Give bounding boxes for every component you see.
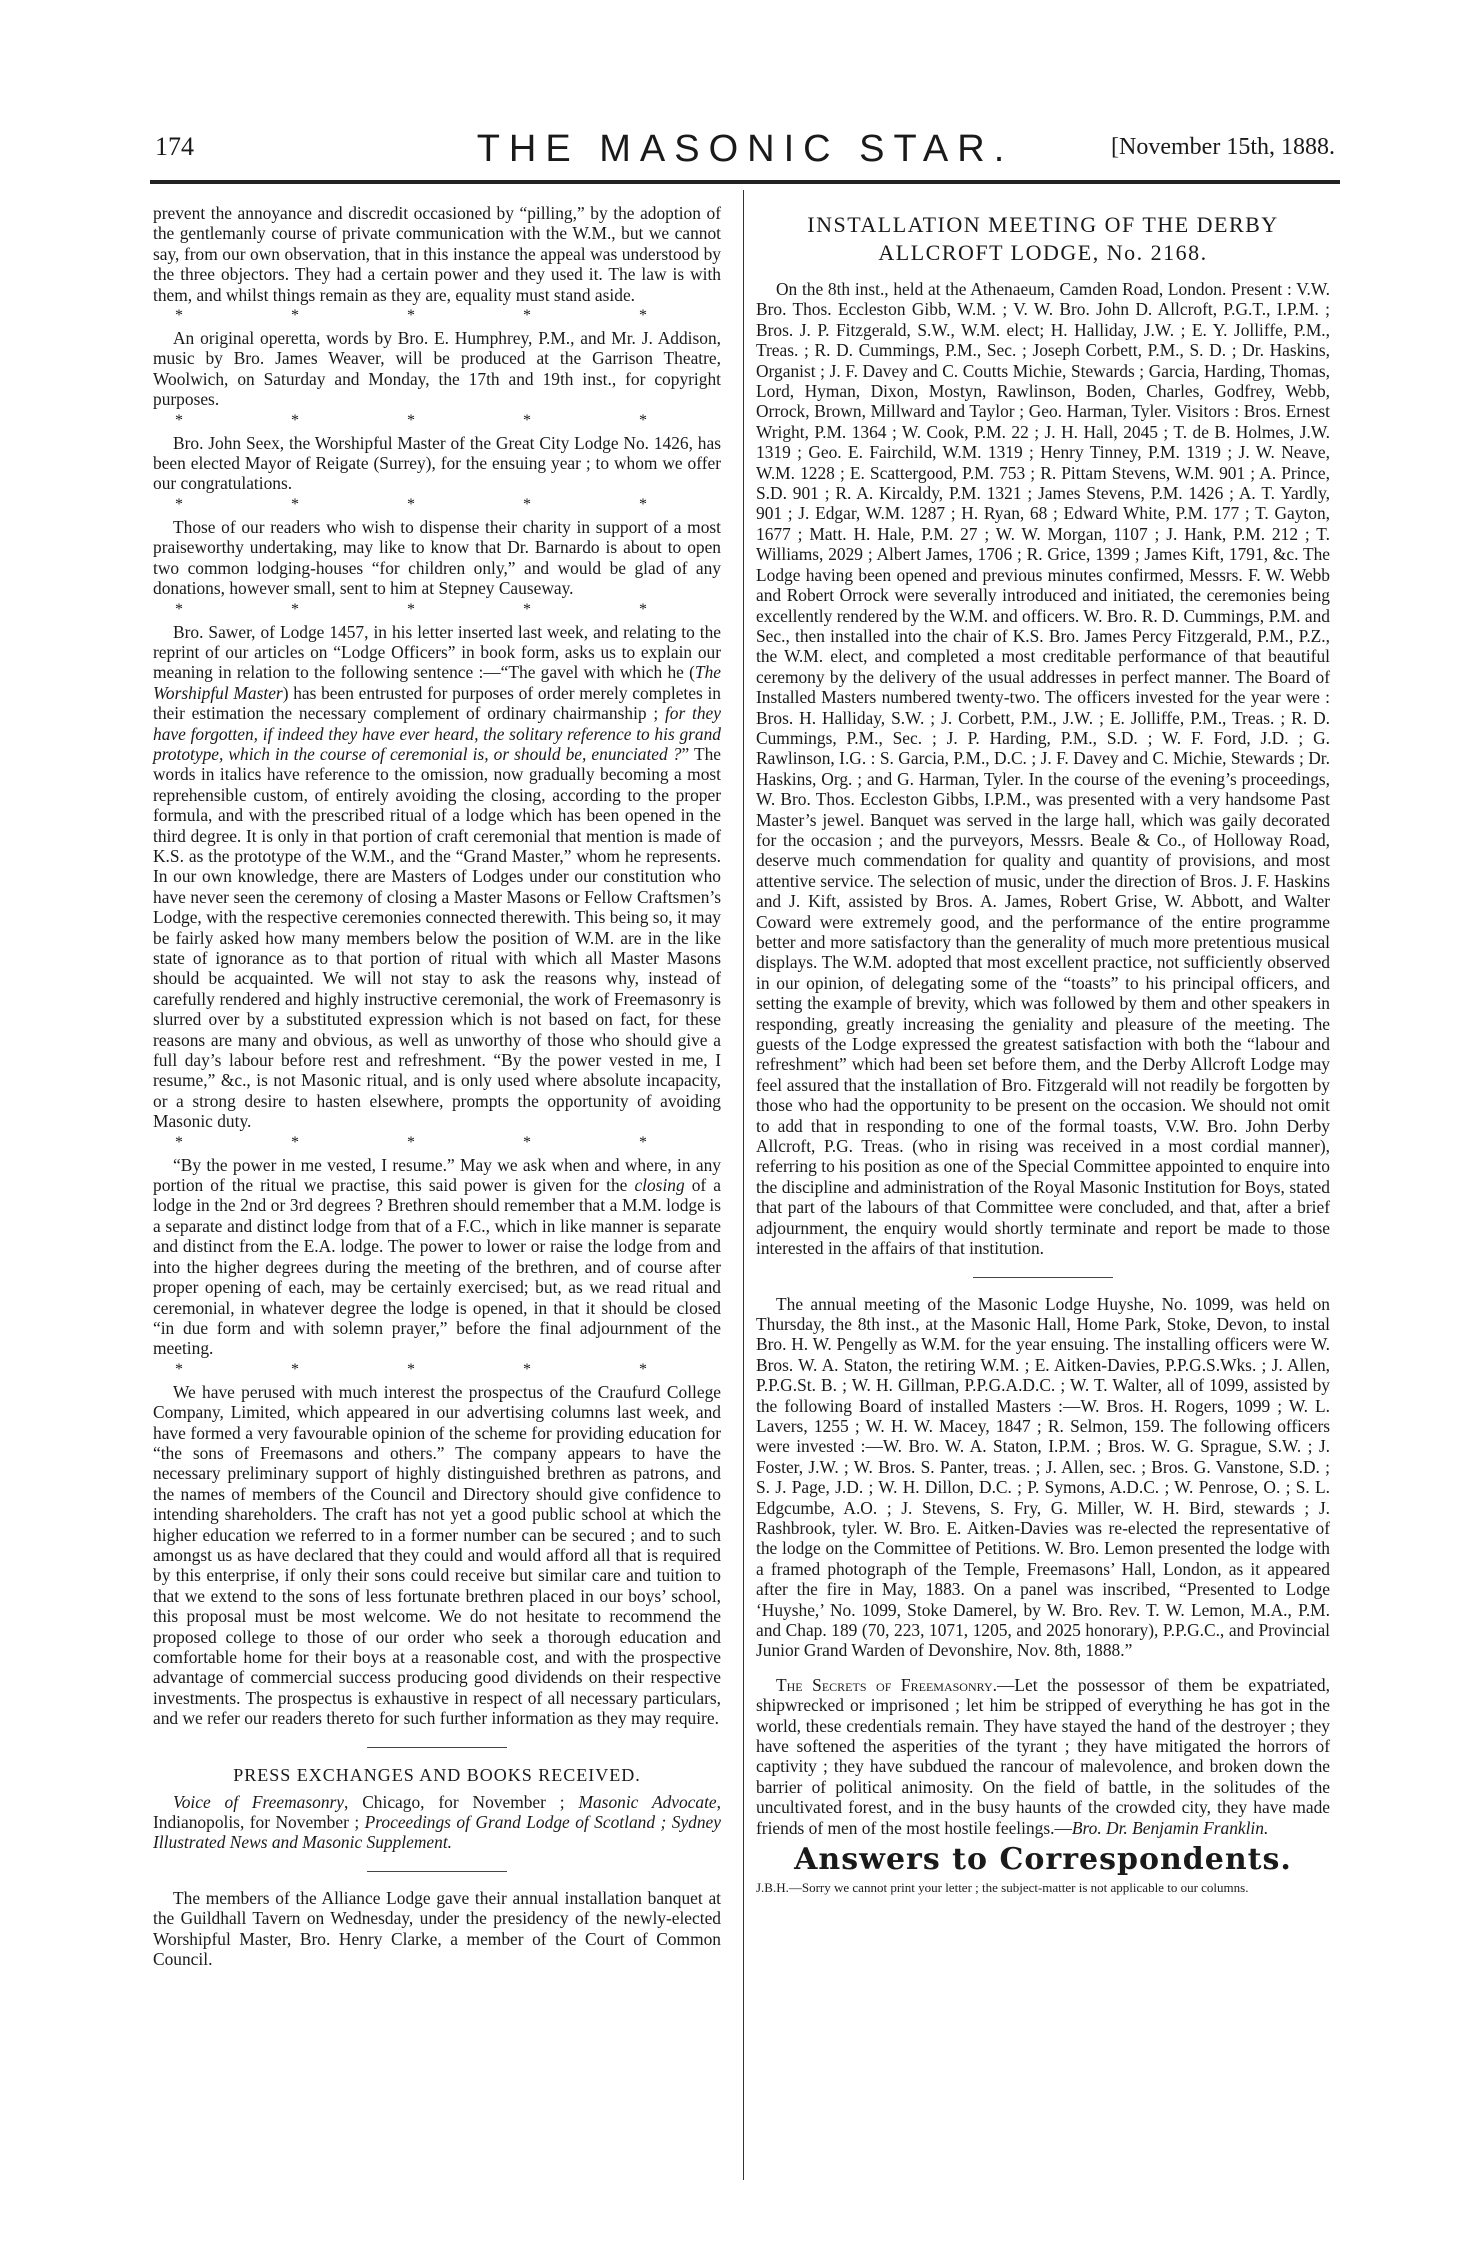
left-column bbox=[153, 203, 721, 1969]
issue-date: [November 15th, 1888. bbox=[1111, 134, 1335, 160]
paragraph-alliance-lodge: The members of the Alliance Lodge gave their annual installation banquet at the Guildhall Tavern on Wednesday, under the presidency of the newly-elected Worshipful Master, Bro. Henry Clarke, a member of the Court of Common Council. bbox=[153, 1887, 721, 1970]
page-header bbox=[155, 128, 1335, 172]
right-column bbox=[756, 203, 1330, 1895]
paragraph-pilling: prevent the annoyance and discredit occasioned by “pilling,” by the adoption of the gentlemanly course of private communication with the W.M., but we cannot say, from our own observation, that in this instance the appeal was understood by the three objectors. They had a certain power and they used it. The law is with them, and whilst things remain as they are, equality must stand aside. bbox=[153, 203, 721, 305]
section-stars: * * * * * bbox=[175, 600, 699, 618]
column-divider bbox=[743, 190, 744, 2180]
separator-rule bbox=[973, 1277, 1113, 1278]
separator-rule bbox=[367, 1747, 507, 1748]
paragraph-press-list: Voice of Freemasonry, Chicago, for November ; Masonic Advocate, Indianopolis, for November ; Proceedings of Grand Lodge of Scotland ; Sydney Illustrated News and Masonic Supplement. bbox=[153, 1791, 721, 1853]
answer-jbh: J.B.H.—Sorry we cannot print your letter ; the subject-matter is not applicable to our columns. bbox=[756, 1880, 1249, 1896]
header-rule bbox=[150, 180, 1340, 184]
press-exchanges-heading: PRESS EXCHANGES AND BOOKS RECEIVED. bbox=[233, 1764, 641, 1785]
paragraph-power-vested: “By the power in me vested, I resume.” May we ask when and where, in any portion of the ritual we practise, this said power is given for the closing of a lodge in the 2nd or 3rd degrees ? Brethren should remember that a M.M. lodge is a separate and distinct lodge from that of a F.C., which in like manner is separate and distinct from the E.A. lodge. The power to lower or raise the lodge from and into the higher degrees during the meeting of the brethren, and of course after proper opening of each, may be certainly exercised; but, as we read ritual and ceremonial, in whatever degree the lodge is opened, in that it should be closed “in due form and with solemn prayer,” before the final adjournment of the meeting. bbox=[153, 1154, 722, 1359]
paragraph-operetta: An original operetta, words by Bro. E. Humphrey, P.M., and Mr. J. Addison, music by Bro. James Weaver, will be produced at the Garrison Theatre, Woolwich, on Saturday and Monday, the 17th and 19th inst., for copyright purposes. bbox=[153, 328, 721, 410]
paragraph-derby-allcroft: On the 8th inst., held at the Athenaeum, Camden Road, London. Present : V.W. Bro. Thos. Eccleston Gibb, W.M. ; V. W. Bro. John D. Allcroft, P.G.T., I.P.M. ; Bros. J. P. Fitzgerald, S.W., W.M. elect; H. Halliday, J.W. ; E. Y. Jolliffe, P.M., Treas. ; R. D. Cummings, P.M., Sec. ; Joseph Corbett, P.M., S. D. ; Dr. Haskins, Organist ; J. F. Davey and C. Coutts Michie, Stewards ; Garcia, Harding, Thomas, Lord, Hyman, Dixon, Mostyn, Rawlinson, Boden, Charles, Godfrey, Webb, Orrock, Brown, Millward and Taylor ; Geo. Harman, Tyler. Visitors : Bros. Ernest Wright, P.M. 1364 ; W. Cook, P.M. 22 ; J. H. Hall, 2045 ; T. de B. Holmes, J.W. 1319 ; Geo. E. Fairchild, W.M. 1319 ; Henry Tinney, P.M. 1319 ; J. W. Neave, W.M. 1228 ; E. Scattergood, P.M. 753 ; R. Pittam Stevens, W.M. 901 ; A. Prince, S.D. 901 ; R. A. Kircaldy, P.M. 1321 ; James Stevens, P.M. 1426 ; A. T. Yardly, 901 ; J. Edgar, W.M. 1287 ; H. Ryan, 68 ; Edward White, P.M. 177 ; T. Gayton, 1677 ; Matt. H. Hale, P.M. 27 ; W. W. Morgan, 1107 ; J. Hank, P.M. 212 ; T. Williams, 2029 ; Albert James, 1706 ; R. Grice, 1399 ; James Kift, 1791, &c. The Lodge having been opened and previous minutes confirmed, Messrs. F. W. Webb and Robert Orrock were severally introduced and initiated, the ceremonies being excellently rendered by the W.M. and officers. W. Bro. R. D. Cummings, P.M. and Sec., then installed into the chair of K.S. Bro. James Percy Fitzgerald, P.M., P.Z., the W.M. elect, and completed a most creditable performance of that beautiful ceremony by the delivery of the usual addresses in perfect manner. The Board of Installed Masters numbered twenty-two. The officers invested for the year were : Bros. H. Halliday, S.W. ; J. Corbett, P.M., J.W. ; E. Jolliffe, P.M., Treas. ; R. D. Cummings, P.M., Sec. ; J. P. Harding, P.M., S.D. ; W. F. Ford, J.D. ; G. Rawlinson, I.G. : S. Garcia, P.M., D.C. ; J. F. Davey and C. Michie, Stewards ; Dr. Haskins, Org. ; and G. Harman, Tyler. In the course of the evening’s proceedings, W. Bro. Thos. Eccleston Gibbs, I.P.M., was presented with a very handsome Past Master’s jewel. Banquet was served in the large hall, which was gaily decorated for the occasion ; and the purveyors, Messrs. Beale & Co., of Holloway Road, deserve much commendation for quality and quantity of provisions, and most attentive service. The selection of music, under the direction of Bros. J. F. Haskins and J. Kift, assisted by Bros. A. James, Robert Grise, W. Abbott, and Walter Coward were extremely good, and the performance of the entire programme better and more satisfactory than the generality of much more pretentious musical displays. The W.M. adopted that most excellent practice, not sufficiently observed in our opinion, of delegating some of the “toasts” to his principal officers, and setting the example of brevity, which was followed by them and other speakers in responding, greatly increasing the geniality and pleasure of the meeting. The guests of the Lodge expressed the greatest satisfaction with both the “labour and refreshment” which had been set before them, and the Derby Allcroft Lodge may feel assured that the installation of Bro. Fitzgerald will not readily be forgotten by those who had the opportunity to be present on the occasion. We should not omit to add that in responding to one of the formal toasts, V.W. Bro. John Derby Allcroft, P.G. Treas. (who in rising was received in a most cordial manner), referring to his position as one of the Special Committee appointed to enquire into the discipline and administration of the Royal Masonic Institution for Boys, stated that part of the labours of that Committee were concluded, and that, after a brief adjournment, the enquiry would shortly terminate and report be made to those interested in the affairs of that institution. bbox=[756, 279, 1330, 1259]
installation-heading: INSTALLATION MEETING OF THE DERBY ALLCROFT LODGE, No. 2168. bbox=[807, 212, 1279, 265]
masthead-title: THE MASONIC STAR. bbox=[476, 128, 1014, 170]
paragraph-mayor: Bro. John Seex, the Worshipful Master of the Great City Lodge No. 1426, has been elected Mayor of Reigate (Surrey), for the ensuing year ; to whom we offer our congratulations. bbox=[153, 432, 721, 494]
answers-heading: Answers to Correspondents. bbox=[794, 1842, 1292, 1878]
section-stars: * * * * * bbox=[175, 1360, 699, 1378]
section-stars: * * * * * bbox=[175, 411, 699, 429]
paragraph-huyshe-lodge: The annual meeting of the Masonic Lodge Huyshe, No. 1099, was held on Thursday, the 8th inst., at the Masonic Hall, Home Park, Stoke, Devon, to instal Bro. H. W. Pengelly as W.M. for the year ensuing. The installing officers were W. Bros. W. A. Staton, the retiring W.M. ; E. Aitken-Davies, P.P.G.S.Wks. ; J. Allen, P.P.G.St. B. ; W. H. Gillman, P.P.G.A.D.C. ; W. T. Walter, all of 1099, assisted by the following Board of installed Masters :—W. Bros. H. Rogers, 1099 ; W. L. Lavers, 1255 ; W. H. W. Macey, 1847 ; R. Selmon, 159. The following officers were invested :—W. Bro. W. A. Staton, I.P.M. ; Bros. W. G. Sprague, S.W. ; J. Foster, J.W. ; W. Bros. S. Panter, treas. ; J. Allen, sec. ; Bros. G. Vanstone, S.D. ; S. J. Page, J.D. ; W. H. Dillon, D.C. ; P. Symons, A.D.C. ; W. Penrose, O. ; S. L. Edgcumbe, A.O. ; J. Stevens, S. Fry, G. Miller, W. H. Bird, stewards ; J. Rashbrook, tyler. W. Bro. E. Aitken-Davies was re-elected the representative of the lodge on the Committee of Petitions. W. Bro. Lemon presented the lodge with a framed photograph of the Temple, Freemasons’ Hall, London, as it appeared after the fire in May, 1883. On a panel was inscribed, “Presented to Lodge ‘Huyshe,’ No. 1099, Stoke Damerel, by W. Bro. Rev. T. W. Lemon, M.A., P.M. and Chap. 189 (70, 223, 1071, 1205, and 2025 honorary), P.P.G.C., and Provincial Junior Grand Warden of Devonshire, Nov. 8th, 1888.” bbox=[756, 1293, 1330, 1661]
page-number: 174 bbox=[155, 132, 194, 161]
section-stars: * * * * * bbox=[175, 495, 699, 513]
paragraph-barnardo: Those of our readers who wish to dispense their charity in support of a most praiseworthy undertaking, may like to know that Dr. Barnardo is about to open two common lodging-houses “for children only,” and would be glad of any donations, however small, sent to him at Stepney Causeway. bbox=[153, 516, 721, 599]
paragraph-sawer: Bro. Sawer, of Lodge 1457, in his letter inserted last week, and relating to the reprint of our articles on “Lodge Officers” in book form, asks us to explain our meaning in relation to the following sentence :—“The gavel with which he (The Worshipful Master) has been entrusted for purposes of order merely completes in their estimation the necessary complement of ordinary chairmanship ; for they have forgotten, if indeed they have ever heard, the solitary reference to his grand prototype, which in the course of ceremonial is, or should be, enunciated ?” The words in italics have reference to the omission, now gradually becoming a most reprehensible custom, of entirely avoiding the closing, according to the proper formula, and with the prescribed ritual of a lodge which has been opened in the third degree. It is only in that portion of craft ceremonial that mention is made of K.S. as the prototype of the W.M., and the “Grand Master,” whom he represents. In our own knowledge, there are Masters of Lodges under our constitution who have never seen the ceremony of closing a Master Masons or Fellow Craftsmen’s Lodge, with the respective ceremonies connected therewith. This being so, it may be fairly asked how many members below the position of W.M. are in the like state of ignorance as to that portion of ritual with which all Master Masons should be acquainted. We will not stay to ask the reasons why, instead of carefully rendered and highly instructive ceremonial, the work of Freemasonry is slurred over by a substituted expression which is not based on fact, for these reasons are many and obvious, as well as unworthy of those who should give a full day’s labour before rest and refreshment. “By the power vested in me, I resume,” &c., is not Masonic ritual, and is only used where absolute incapacity, or a strong desire to hasten elsewhere, prompts the opportunity of avoiding Masonic duty. bbox=[153, 621, 721, 1132]
paragraph-craufurd-college: We have perused with much interest the prospectus of the Craufurd College Company, Limited, which appeared in our advertising columns last week, and have formed a very favourable opinion of the scheme for providing education for “the sons of Freemasons and others.” The company appears to have the necessary preliminary support of highly distinguished brethren as patrons, and the names of members of the Council and Directory should give confidence to intending shareholders. The craft has not yet a good public school at which the higher education we referred to in a former number can be secured ; and to such amongst us as have declared that they could and would afford all that is required by this enterprise, if only their sons could receive but similar care and tuition to that we extend to the sons of less fortunate brethren placed in our boys’ school, this proposal must be most welcome. We do not hesitate to recommend the proposed college to those of our order who seek a thorough education and comfortable home for their boys at a reasonable cost, and with the prospective advantage of commercial success producing good dividends on their respective investments. The prospectus is exhaustive in respect of all necessary particulars, and we refer our readers thereto for such further information as they may require. bbox=[153, 1381, 721, 1729]
separator-rule bbox=[367, 1871, 507, 1872]
paragraph-secrets: The Secrets of Freemasonry.—Let the possessor of them be expatriated, shipwrecked or imprisoned ; let him be stripped of everything he has got in the world, these credentials remain. They have stayed the hand of the destroyer ; they have softened the asperities of the tyrant ; they have mitigated the horrors of captivity ; they have subdued the rancour of malevolence, and broken down the barrier of political animosity. On the field of battle, in the solitudes of the uncultivated forest, and in the busy haunts of the crowded city, they have made friends of men of the most hostile feelings.—Bro. Dr. Benjamin Franklin. bbox=[756, 1674, 1330, 1838]
section-stars: * * * * * bbox=[175, 1133, 699, 1151]
section-stars: * * * * * bbox=[175, 307, 699, 325]
